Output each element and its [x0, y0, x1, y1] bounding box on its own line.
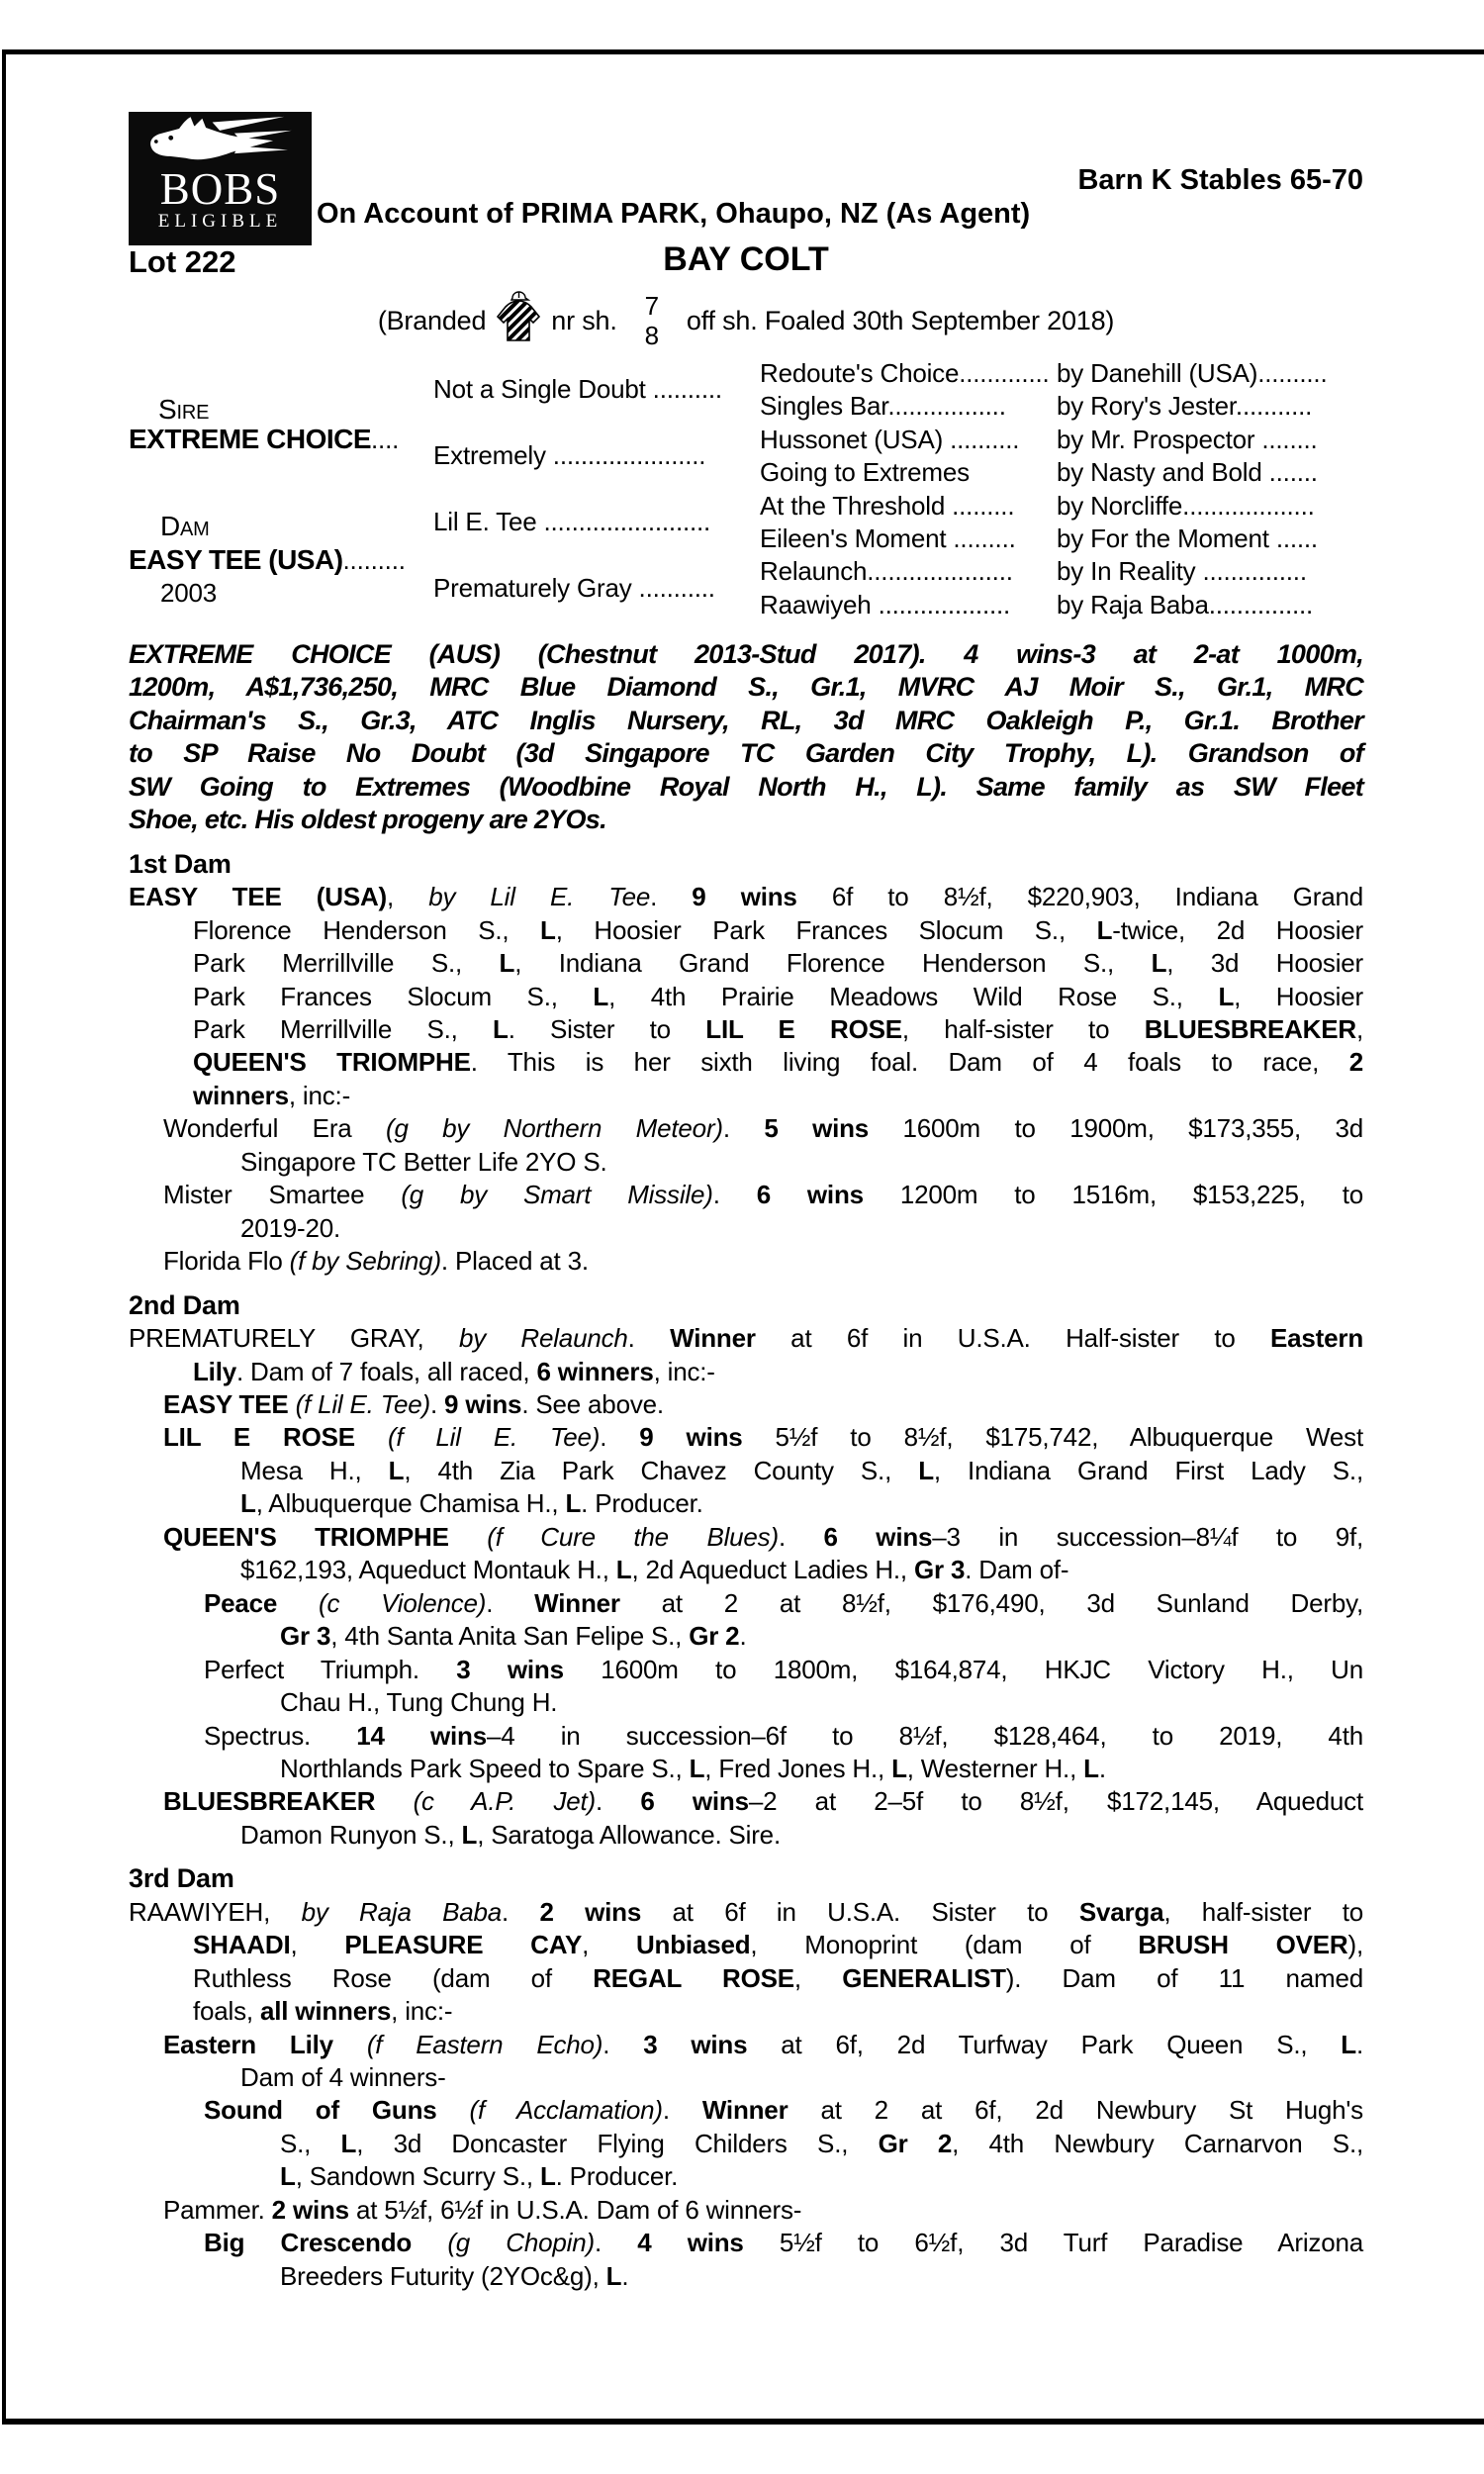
- branded-suffix: off sh. Foaled 30th September 2018): [686, 305, 1115, 335]
- text-line: 2019-20.: [240, 1212, 341, 1243]
- brand-silks-icon: [496, 291, 541, 351]
- pedigree-row: [760, 491, 1365, 522]
- logo-text: BOBS: [159, 164, 281, 214]
- text-line: PREMATURELY GRAY, by Relaunch. Winner at 6f in U.S.A. Half-sister to Eastern: [129, 1323, 1363, 1354]
- text-line: Big Crescendo (g Chopin). 4 wins 5½f to 6½f, 3d Turf Paradise Arizona: [204, 2228, 1363, 2258]
- text-line: Park Frances Slocum S., L, 4th Prairie Meadows Wild Rose S., L, Hoosier: [193, 981, 1363, 1011]
- text-line: Florida Flo (f by Sebring). Placed at 3.: [163, 1246, 589, 1277]
- text-line: S., L, 3d Doncaster Flying Childers S., Gr 2, 4th Newbury Carnarvon S.,: [280, 2128, 1363, 2158]
- text-line: Damon Runyon S., L, Saratoga Allowance. Sire.: [240, 1819, 781, 1850]
- branded-near-shoulder: nr sh.: [551, 305, 617, 335]
- text-line: QUEEN'S TRIOMPHE. This is her sixth living foal. Dam of 4 foals to race, 2: [193, 1047, 1363, 1078]
- text-line: $162,193, Aqueduct Montauk H., L, 2d Aqueduct Ladies H., Gr 3. Dam of-: [240, 1555, 1069, 1585]
- text-line: Sound of Guns (f Acclamation). Winner at 2 at 6f, 2d Newbury St Hugh's: [204, 2095, 1363, 2126]
- text-line: Peace (c Violence). Winner at 2 at 8½f, $176,490, 3d Sunland Derby,: [204, 1587, 1363, 1618]
- text-line: Ruthless Rose (dam of REGAL ROSE, GENERALIST). Dam of 11 named: [193, 1962, 1363, 1993]
- sire-label: Sire: [158, 394, 210, 425]
- text-line: QUEEN'S TRIOMPHE (f Cure the Blues). 6 wins–3 in succession–8¼f to 9f,: [163, 1521, 1363, 1552]
- text-line: Perfect Triumph. 3 wins 1600m to 1800m, $164,874, HKJC Victory H., Un: [204, 1654, 1363, 1684]
- text-line: Dam of 4 winners-: [240, 2062, 446, 2093]
- pedigree-row: [760, 556, 1365, 587]
- ancestor-sire: by In Reality ...............: [1057, 556, 1307, 587]
- text-line: 1200m, A$1,736,250, MRC Blue Diamond S., Gr.1, MVRC AJ Moir S., Gr.1, MRC: [129, 672, 1363, 703]
- brand-numbers: [645, 291, 659, 350]
- text-line: Northlands Park Speed to Spare S., L, Fred Jones H., L, Westerner H., L.: [280, 1753, 1106, 1783]
- text-line: SHAADI, PLEASURE CAY, Unbiased, Monoprint (dam of BRUSH OVER),: [193, 1930, 1363, 1960]
- ancestor-name: Singles Bar.................: [760, 391, 1006, 422]
- branded-prefix: (Branded: [377, 305, 487, 335]
- section-heading: 3rd Dam: [129, 1863, 234, 1894]
- text-line: Florence Henderson S., L, Hoosier Park Frances Slocum S., L-twice, 2d Hoosier: [193, 914, 1363, 945]
- text-line: Pammer. 2 wins at 5½f, 6½f in U.S.A. Dam of 6 winners-: [163, 2194, 802, 2225]
- text-line: BLUESBREAKER (c A.P. Jet). 6 wins–2 at 2–5f to 8½f, $172,145, Aqueduct: [163, 1786, 1363, 1817]
- dam-name: EASY TEE (USA).........: [129, 544, 406, 575]
- ancestor-name: Raawiyeh ...................: [760, 589, 1011, 619]
- text-line: Breeders Futurity (2YOc&g), L.: [280, 2260, 629, 2291]
- parent-name: Extremely ......................: [433, 440, 706, 470]
- body-text: [129, 638, 1363, 2293]
- parent-name: Lil E. Tee ........................: [433, 507, 711, 536]
- text-line: Mister Smartee (g by Smart Missile). 6 wins 1200m to 1516m, $153,225, to: [163, 1180, 1363, 1210]
- text-line: EASY TEE (f Lil E. Tee). 9 wins. See above.: [163, 1388, 664, 1419]
- pedigree-row: [760, 358, 1365, 389]
- text-line: Wonderful Era (g by Northern Meteor). 5 wins 1600m to 1900m, $173,355, 3d: [163, 1113, 1363, 1144]
- ancestor-name: Eileen's Moment .........: [760, 523, 1016, 553]
- pedigree-row: [760, 523, 1365, 554]
- text-line: Chau H., Tung Chung H.: [280, 1687, 558, 1718]
- section-heading: 1st Dam: [129, 848, 232, 879]
- text-line: Shoe, etc. His oldest progeny are 2YOs.: [129, 805, 606, 835]
- ancestor-name: Hussonet (USA) ..........: [760, 424, 1020, 454]
- text-line: Gr 3, 4th Santa Anita San Felipe S., Gr 2.: [280, 1621, 747, 1652]
- ancestor-name: Going to Extremes: [760, 457, 970, 488]
- text-line: foals, all winners, inc:-: [193, 1996, 453, 2027]
- pedigree-row: [760, 457, 1365, 488]
- text-line: winners, inc:-: [193, 1080, 351, 1110]
- text-line: Lily. Dam of 7 foals, all raced, 6 winners, inc:-: [193, 1356, 715, 1386]
- ancestor-sire: by Norcliffe...................: [1057, 490, 1315, 521]
- ancestor-sire: by Rory's Jester...........: [1057, 391, 1313, 422]
- sire-name: EXTREME CHOICE....: [129, 424, 400, 454]
- text-line: EXTREME CHOICE (AUS) (Chestnut 2013-Stud 2017). 4 wins-3 at 2-at 1000m,: [129, 639, 1363, 669]
- horse-head-icon: [129, 115, 312, 168]
- text-line: Park Merrillville S., L, Indiana Grand Florence Henderson S., L, 3d Hoosier: [193, 948, 1363, 979]
- brand-number-top: 7: [644, 291, 659, 321]
- text-line: Eastern Lily (f Eastern Echo). 3 wins at 6f, 2d Turfway Park Queen S., L.: [163, 2029, 1364, 2059]
- pedigree-row: [760, 391, 1365, 422]
- text-line: L, Sandown Scurry S., L. Producer.: [280, 2161, 679, 2192]
- pedigree-row: [760, 425, 1365, 455]
- section-heading: 2nd Dam: [129, 1289, 240, 1320]
- vendor-account: On Account of PRIMA PARK, Ohaupo, NZ (As Agent): [317, 198, 1031, 230]
- parent-name: Prematurely Gray ...........: [433, 573, 715, 603]
- text-line: RAAWIYEH, by Raja Baba. 2 wins at 6f in U.S.A. Sister to Svarga, half-sister to: [129, 1896, 1363, 1927]
- brand-number-bottom: 8: [644, 321, 659, 350]
- text-line: Singapore TC Better Life 2YO S.: [240, 1146, 607, 1177]
- text-line: LIL E ROSE (f Lil E. Tee). 9 wins 5½f to 8½f, $175,742, Albuquerque West: [163, 1422, 1363, 1453]
- ancestor-sire: by Danehill (USA)..........: [1057, 358, 1328, 388]
- ancestor-name: At the Threshold .........: [760, 490, 1015, 521]
- text-line: EASY TEE (USA), by Lil E. Tee. 9 wins 6f to 8½f, $220,903, Indiana Grand: [129, 882, 1363, 912]
- pedigree-row: [760, 590, 1365, 620]
- pedigree-table: [129, 356, 1363, 631]
- branding-line: [129, 285, 1363, 356]
- ancestor-sire: by Nasty and Bold .......: [1057, 457, 1318, 488]
- logo-subtext: ELIGIBLE: [157, 211, 283, 232]
- ancestor-name: Redoute's Choice.............: [760, 358, 1050, 388]
- text-line: Park Merrillville S., L. Sister to LIL E ROSE, half-sister to BLUESBREAKER,: [193, 1013, 1364, 1044]
- text-line: SW Going to Extremes (Woodbine Royal North H., L). Same family as SW Fleet: [129, 771, 1363, 802]
- dam-foaling-year: 2003: [160, 578, 218, 608]
- parent-name: Not a Single Doubt ..........: [433, 374, 722, 404]
- text-line: Spectrus. 14 wins–4 in succession–6f to 8½f, $128,464, to 2019, 4th: [204, 1720, 1363, 1751]
- text-line: L, Albuquerque Chamisa H., L. Producer.: [240, 1488, 703, 1519]
- text-line: Mesa H., L, 4th Zia Park Chavez County S., L, Indiana Grand First Lady S.,: [240, 1455, 1363, 1485]
- lot-number: Lot 222: [129, 244, 236, 279]
- ancestor-name: Relaunch.....................: [760, 556, 1013, 587]
- text-line: Chairman's S., Gr.3, ATC Inglis Nursery, RL, 3d MRC Oakleigh P., Gr.1. Brother: [129, 705, 1363, 735]
- text-line: to SP Raise No Doubt (3d Singapore TC Garden City Trophy, L). Grandson of: [129, 738, 1363, 769]
- ancestor-sire: by Mr. Prospector ........: [1057, 424, 1318, 454]
- ancestor-sire: by For the Moment ......: [1057, 523, 1318, 553]
- horse-description-title: BAY COLT: [663, 240, 829, 278]
- ancestor-sire: by Raja Baba...............: [1057, 589, 1314, 619]
- barn-location: Barn K Stables 65-70: [1077, 164, 1363, 196]
- dam-label: Dam: [160, 511, 210, 541]
